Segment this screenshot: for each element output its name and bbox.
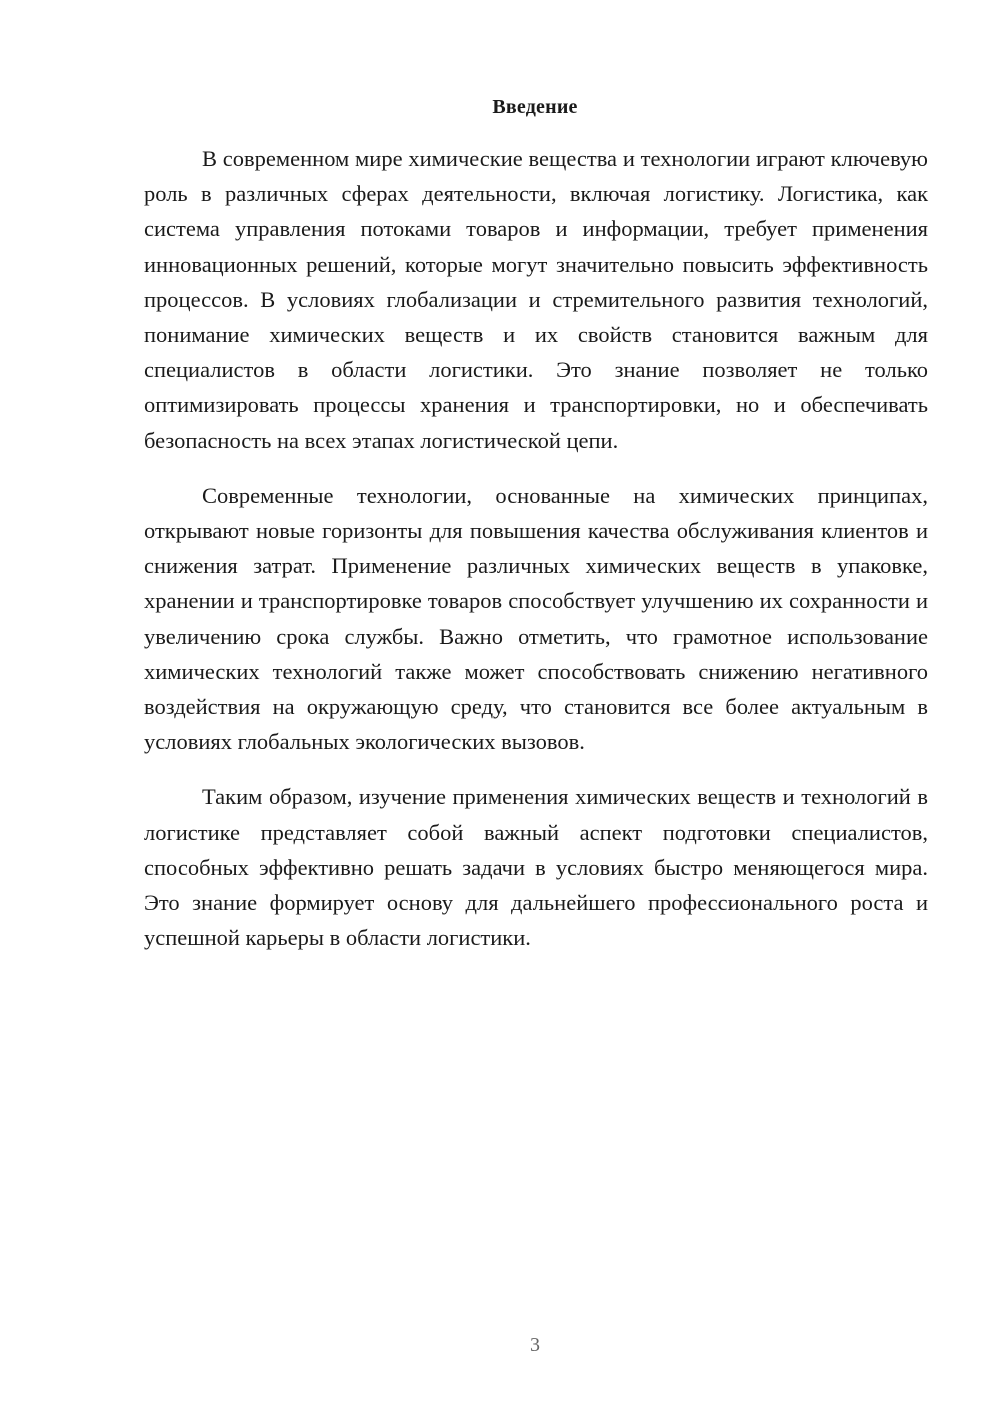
section-heading: Введение	[492, 96, 578, 118]
paragraph-3: Таким образом, изучение применения химических веществ и технологий в логистике представляет собой важный аспект подготовки специалистов, способных эффективно решать задачи в условиях быстро меняющегося мира. Это знание формирует основу для дальнейшего профессионального роста и успешной карьеры в области логистики.	[144, 784, 928, 951]
body-text	[144, 141, 928, 975]
page-number: 3	[530, 1334, 540, 1356]
paragraph-1: В современном мире химические вещества и технологии играют ключевую роль в различных сферах деятельности, включая логистику. Логистика, как система управления потоками товаров и информации, требует применения инновационных решений, которые могут значительно повысить эффективность процессов. В условиях глобализации и стремительного развития технологий, понимание химических веществ и их свойств становится важным для специалистов в области логистики. Это знание позволяет не только оптимизировать процессы хранения и транспортировки, но и обеспечивать безопасность на всех этапах логистической цепи.	[144, 146, 928, 453]
paragraph-2: Современные технологии, основанные на химических принципах, открывают новые горизонты для повышения качества обслуживания клиентов и снижения затрат. Применение различных химических веществ в упаковке, хранении и транспортировке товаров способствует улучшению их сохранности и увеличению срока службы. Важно отметить, что грамотное использование химических технологий также может способствовать снижению негативного воздействия на окружающую среду, что становится все более актуальным в условиях глобальных экологических вызовов.	[144, 482, 928, 755]
